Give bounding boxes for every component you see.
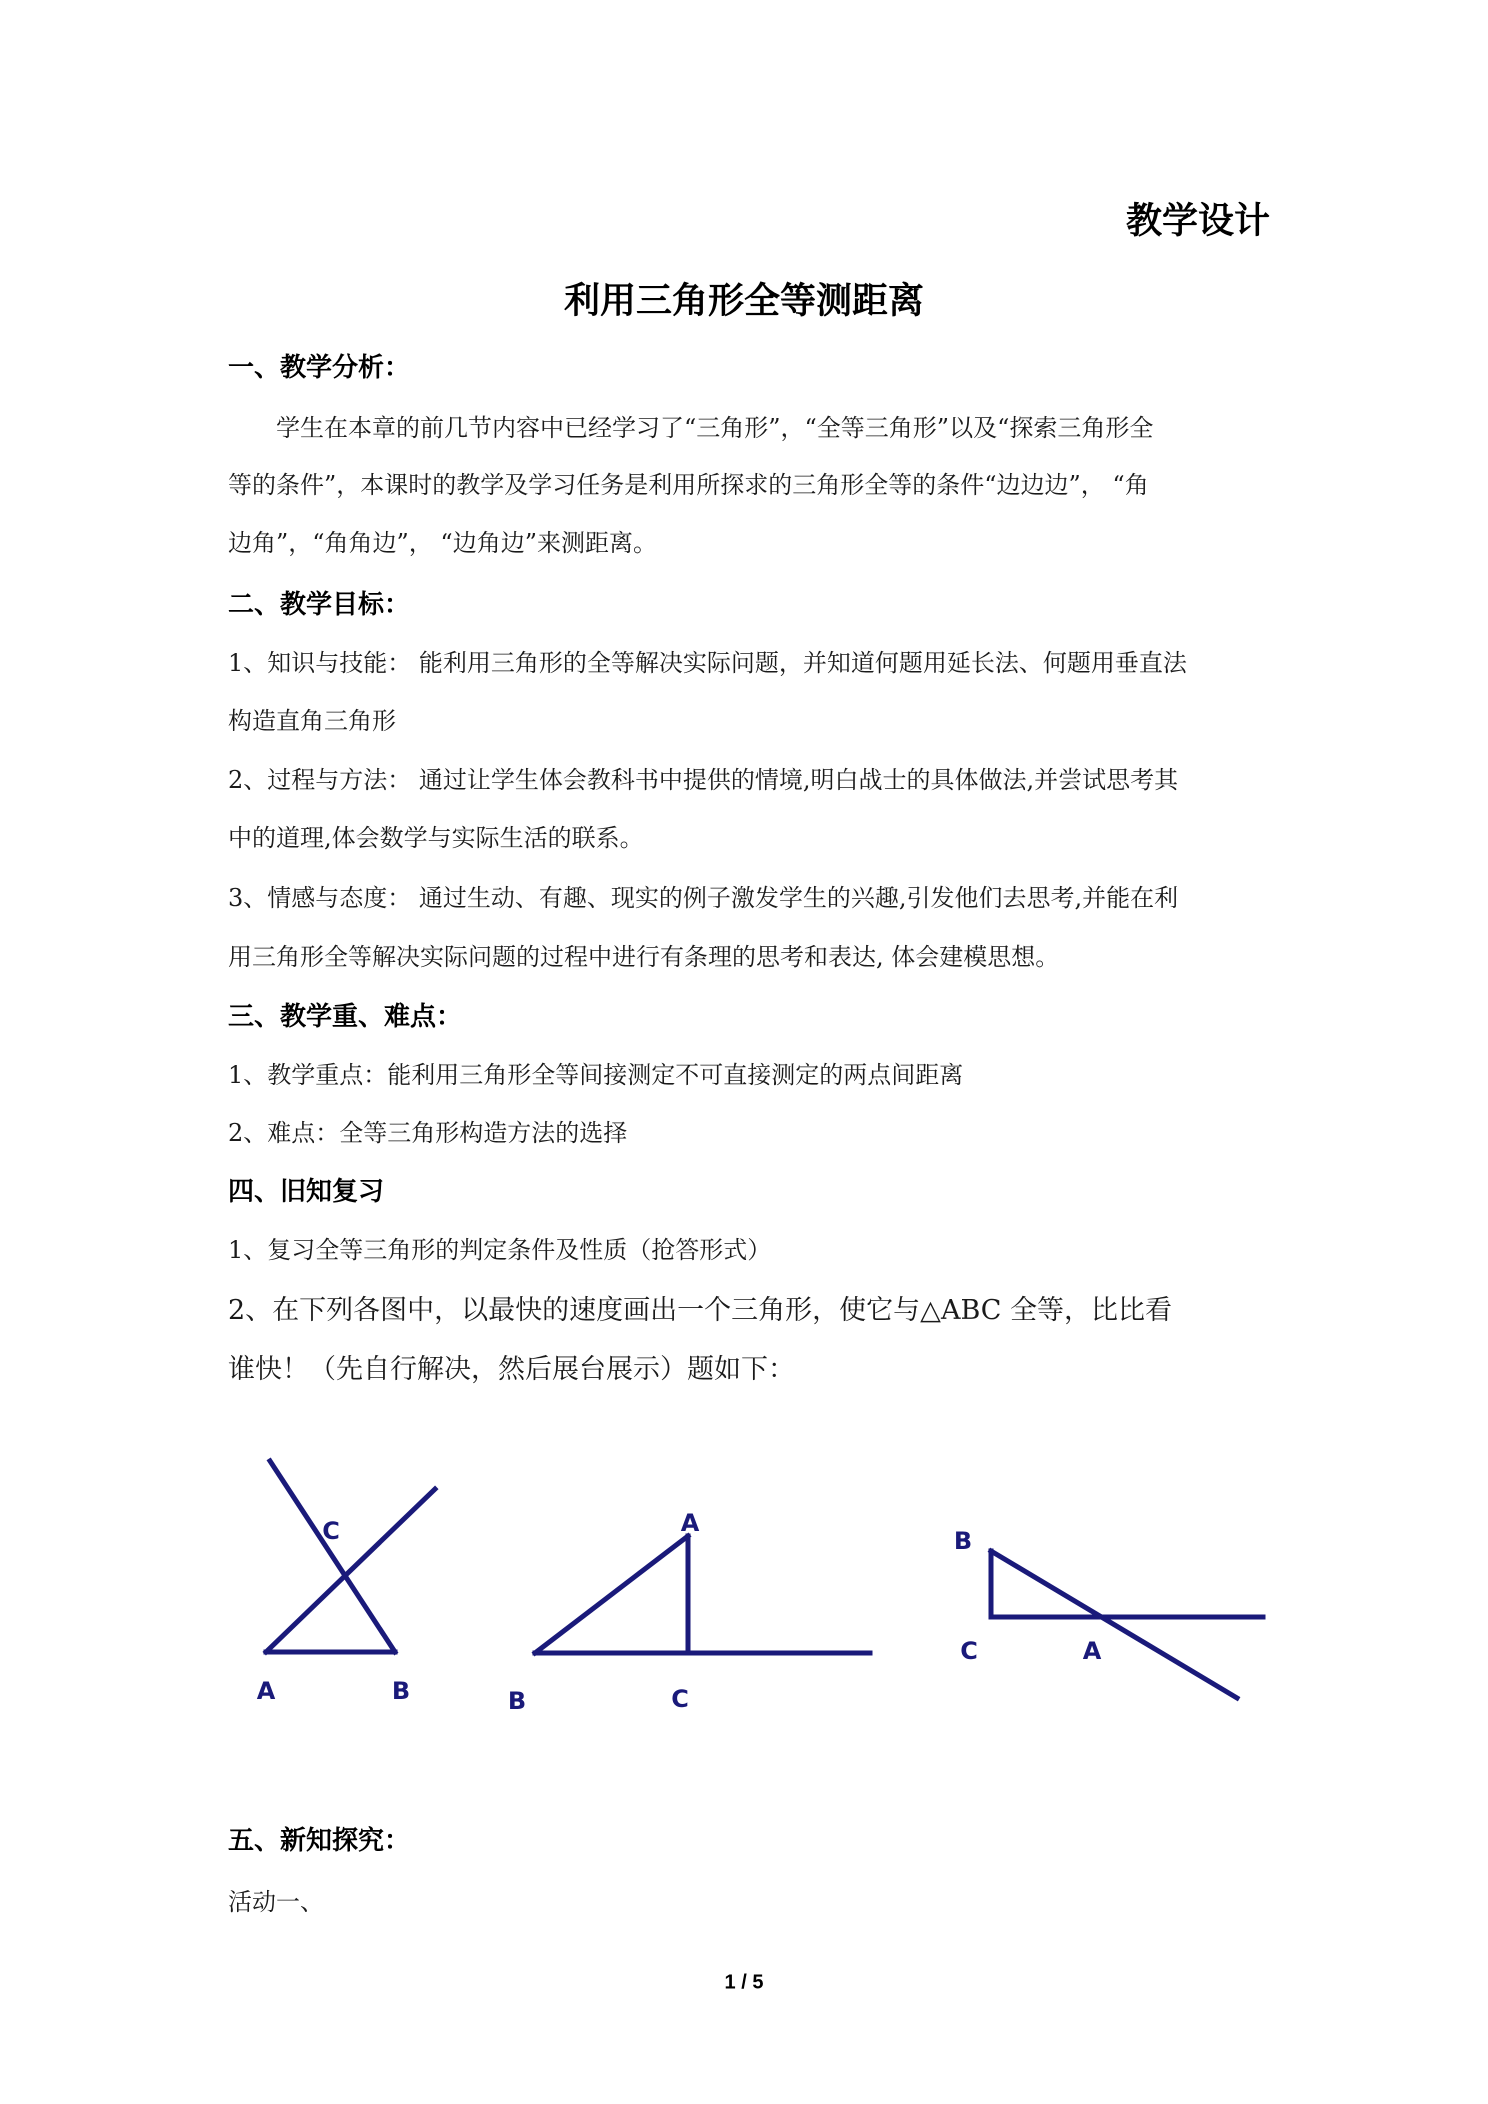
section-2-line: 中的道理,体会数学与实际生活的联系。 [228,824,644,852]
section-4-line: 1、复习全等三角形的判定条件及性质（抢答形式） [228,1236,772,1264]
section-2-heading: 二、教学目标： [228,590,411,620]
section-4-heading: 四、旧知复习 [228,1177,385,1207]
page-number: 1 / 5 [724,1971,764,1994]
section-5-heading: 五、新知探究： [228,1826,411,1856]
figure-2-label-c: C [671,1685,689,1713]
section-4-line: 谁快！（先自行解决，然后展台展示）题如下： [228,1354,795,1385]
section-2-line: 用三角形全等解决实际问题的过程中进行有条理的思考和表达, 体会建模思想。 [228,943,1060,971]
section-2-line: 3、情感与态度： 通过生动、有趣、现实的例子激发学生的兴趣,引发他们去思考,并能在利 [228,884,1179,912]
section-2-line: 1、知识与技能： 能利用三角形的全等解决实际问题，并知道何题用延长法、何题用垂直法 [228,649,1187,677]
doc-type-label: 教学设计 [1125,200,1270,242]
section-3-line: 1、教学重点：能利用三角形全等间接测定不可直接测定的两点间距离 [228,1061,964,1089]
page-title: 利用三角形全等测距离 [563,280,924,322]
section-1-paragraph-line: 等的条件”，本课时的教学及学习任务是利用所探求的三角形全等的条件“边边边”， “角 [228,471,1149,499]
figure-1-label-c: C [322,1517,340,1545]
figure-1-label-b: B [391,1677,411,1705]
section-3-heading: 三、教学重、难点： [228,1002,463,1032]
figure-2-labels [508,1509,700,1715]
section-3-line: 2、难点：全等三角形构造方法的选择 [228,1119,628,1147]
figure-3-label-c: C [960,1637,978,1665]
section-4-line: 2、在下列各图中，以最快的速度画出一个三角形，使它与△ABC 全等，比比看 [228,1295,1173,1326]
figure-3-label-a: A [1082,1637,1102,1665]
figure-2-label-b: B [507,1687,527,1715]
section-2-line: 构造直角三角形 [228,707,396,735]
figure-1-labels [257,1517,410,1705]
section-1-paragraph-line: 边角”，“角角边”， “边角边”来测距离。 [228,529,657,557]
section-1-paragraph-line: 学生在本章的前几节内容中已经学习了“三角形”，“全等三角形”以及“探索三角形全 [276,414,1154,442]
section-5-line: 活动一、 [228,1888,324,1916]
section-1-heading: 一、教学分析： [228,353,411,383]
figure-3-label-b: B [953,1527,973,1555]
section-2-line: 2、过程与方法： 通过让学生体会教科书中提供的情境,明白战士的具体做法,并尝试思考其 [228,766,1179,794]
figure-3-labels [954,1527,1102,1665]
figure-2-label-a: A [680,1509,700,1537]
figure-1-label-a: A [256,1677,276,1705]
